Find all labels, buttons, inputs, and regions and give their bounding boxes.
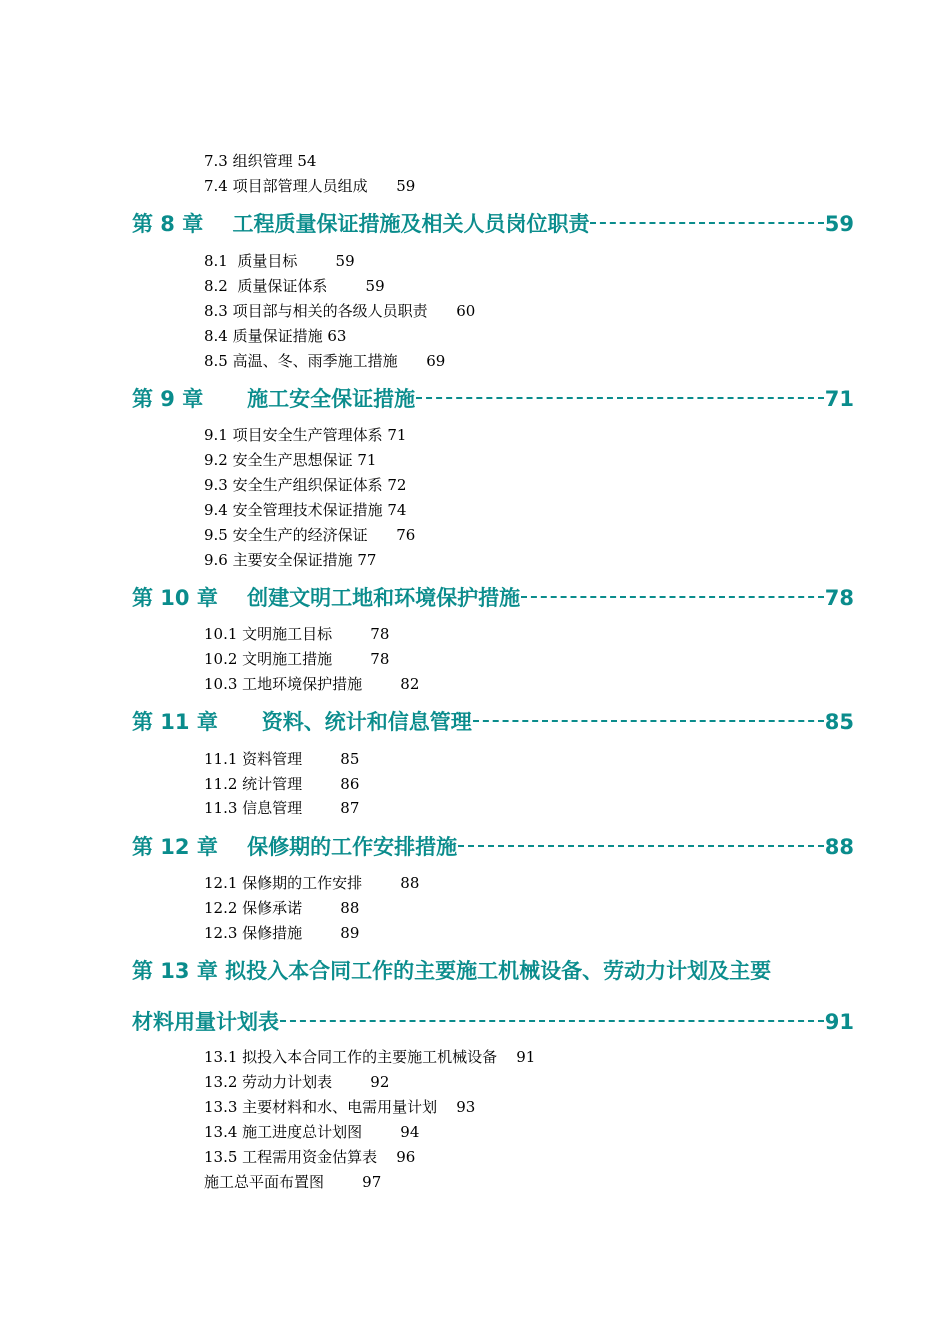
- chapter-title: 材料用量计划表: [132, 1010, 279, 1034]
- toc-entry-13-5: 13.5 工程需用资金估算表 96: [204, 1148, 416, 1166]
- toc-entry-9-5: 9.5 安全生产的经济保证 76: [204, 526, 416, 544]
- toc-entry-12-1: 12.1 保修期的工作安排 88: [204, 874, 420, 892]
- toc-entry-13-6: 施工总平面布置图 97: [204, 1173, 382, 1191]
- toc-entry-10-1: 10.1 文明施工目标 78: [204, 625, 390, 643]
- toc-entry-10-3: 10.3 工地环境保护措施 82: [204, 675, 420, 693]
- dash-leader: [280, 1020, 824, 1022]
- dash-leader: [416, 397, 824, 399]
- toc-entry-12-2: 12.2 保修承诺 88: [204, 899, 360, 917]
- toc-entry-8-2: 8.2 质量保证体系 59: [204, 277, 385, 295]
- toc-entry-9-2: 9.2 安全生产思想保证 71: [204, 451, 377, 469]
- toc-entry-9-1: 9.1 项目安全生产管理体系 71: [204, 426, 407, 444]
- toc-entry-9-6: 9.6 主要安全保证措施 77: [204, 551, 377, 569]
- chapter-title: 第 10 章 创建文明工地和环境保护措施: [132, 586, 521, 610]
- chapter-page: 59: [824, 212, 854, 236]
- toc-entry-9-3: 9.3 安全生产组织保证体系 72: [204, 476, 407, 494]
- toc-entry-13-3: 13.3 主要材料和水、电需用量计划 93: [204, 1098, 476, 1116]
- toc-chapter-12: [132, 833, 854, 861]
- toc-entry-11-2: 11.2 统计管理 86: [204, 775, 360, 793]
- chapter-page: 91: [824, 1010, 854, 1034]
- toc-entry-11-1: 11.1 资料管理 85: [204, 750, 360, 768]
- toc-entry-8-4: 8.4 质量保证措施 63: [204, 327, 347, 345]
- toc-chapter-13-title: 第 13 章 拟投入本合同工作的主要施工机械设备、劳动力计划及主要: [132, 959, 772, 983]
- toc-chapter-11: [132, 708, 854, 736]
- chapter-page: 88: [824, 835, 854, 859]
- toc-chapter-9: [132, 385, 854, 413]
- toc-entry-8-3: 8.3 项目部与相关的各级人员职责 60: [204, 302, 476, 320]
- toc-entry-7-4: 7.4 项目部管理人员组成 59: [204, 177, 416, 195]
- dash-leader: [473, 720, 824, 722]
- chapter-page: 85: [824, 710, 854, 734]
- toc-entry-9-4: 9.4 安全管理技术保证措施 74: [204, 501, 407, 519]
- chapter-title: 第 8 章 工程质量保证措施及相关人员岗位职责: [132, 212, 590, 236]
- toc-chapter-10: [132, 584, 854, 612]
- toc-entry-10-2: 10.2 文明施工措施 78: [204, 650, 390, 668]
- toc-entry-11-3: 11.3 信息管理 87: [204, 799, 360, 817]
- toc-entry-12-3: 12.3 保修措施 89: [204, 924, 360, 942]
- chapter-title: 第 9 章 施工安全保证措施: [132, 387, 416, 411]
- toc-chapter-8: [132, 210, 854, 238]
- toc-entry-8-5: 8.5 高温、冬、雨季施工措施 69: [204, 352, 446, 370]
- dash-leader: [521, 596, 824, 598]
- chapter-page: 71: [824, 387, 854, 411]
- toc-entry-7-3: 7.3 组织管理 54: [204, 152, 317, 170]
- toc-entry-13-1: 13.1 拟投入本合同工作的主要施工机械设备 91: [204, 1048, 536, 1066]
- chapter-page: 78: [824, 586, 854, 610]
- dash-leader: [590, 222, 823, 224]
- toc-entry-13-4: 13.4 施工进度总计划图 94: [204, 1123, 420, 1141]
- toc-chapter-13: [132, 1008, 854, 1036]
- toc-entry-13-2: 13.2 劳动力计划表 92: [204, 1073, 390, 1091]
- chapter-title: 第 11 章 资料、统计和信息管理: [132, 710, 472, 734]
- chapter-title: 第 12 章 保修期的工作安排措施: [132, 835, 458, 859]
- toc-entry-8-1: 8.1 质量目标 59: [204, 252, 355, 270]
- dash-leader: [458, 845, 824, 847]
